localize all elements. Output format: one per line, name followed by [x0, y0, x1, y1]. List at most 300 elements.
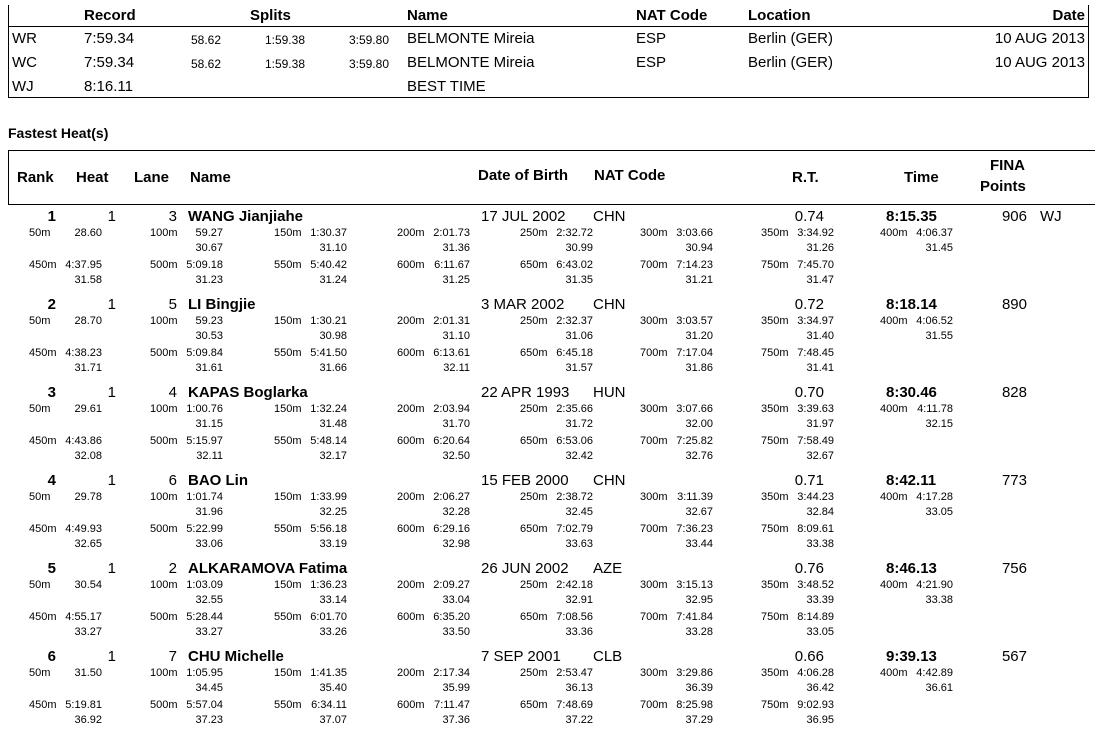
- split-lap: 36.92: [74, 714, 102, 726]
- split-distance: 500m: [150, 259, 178, 271]
- split-cumulative: 5:57.04: [186, 699, 223, 711]
- header-heat: Heat: [76, 169, 109, 186]
- athlete-rt: 0.70: [794, 384, 824, 401]
- split-distance: 200m: [397, 667, 425, 679]
- split-distance: 750m: [761, 699, 789, 711]
- athlete-lane: 7: [168, 648, 177, 665]
- split-cumulative: 4:21.90: [916, 579, 953, 591]
- split-lap: 32.67: [806, 450, 834, 462]
- split-cumulative: 5:19.81: [65, 699, 102, 711]
- split-cumulative: 5:09.18: [186, 259, 223, 271]
- split-lap: 37.29: [685, 714, 713, 726]
- split-lap: 31.86: [685, 362, 713, 374]
- split-lap: 33.04: [442, 594, 470, 606]
- athlete-rt: 0.66: [794, 648, 824, 665]
- split-distance: 450m: [29, 523, 57, 535]
- split-distance: 400m: [880, 227, 908, 239]
- split-cumulative: 7:41.84: [676, 611, 713, 623]
- split-distance: 350m: [761, 403, 789, 415]
- split-distance: 350m: [761, 315, 789, 327]
- split-lap: 35.40: [319, 682, 347, 694]
- split-cumulative: 9:02.93: [797, 699, 834, 711]
- split-distance: 450m: [29, 435, 57, 447]
- split-distance: 100m: [150, 403, 178, 415]
- split-lap: 32.76: [685, 450, 713, 462]
- split-lap: 36.61: [925, 682, 953, 694]
- split-cumulative: 4:55.17: [65, 611, 102, 623]
- split-cumulative: 59.27: [195, 227, 223, 239]
- split-cumulative: 3:34.97: [797, 315, 834, 327]
- split-distance: 550m: [274, 611, 302, 623]
- split-lap: 32.95: [685, 594, 713, 606]
- split-cumulative: 5:40.42: [310, 259, 347, 271]
- split-lap: 31.20: [685, 330, 713, 342]
- record-split-2: 1:59.38: [264, 57, 305, 71]
- split-distance: 250m: [520, 491, 548, 503]
- split-distance: 50m: [29, 491, 51, 503]
- split-lap: 31.41: [806, 362, 834, 374]
- split-cumulative: 3:15.13: [676, 579, 713, 591]
- split-cumulative: 1:41.35: [310, 667, 347, 679]
- split-lap: 31.61: [195, 362, 223, 374]
- split-cumulative: 7:48.45: [797, 347, 834, 359]
- split-lap: 33.19: [319, 538, 347, 550]
- split-distance: 550m: [274, 347, 302, 359]
- athlete-heat: 1: [107, 560, 116, 577]
- split-distance: 100m: [150, 227, 178, 239]
- header-fina: FINA: [990, 157, 1025, 174]
- athlete-lane: 6: [168, 472, 177, 489]
- split-cumulative: 3:39.63: [797, 403, 834, 415]
- split-distance: 200m: [397, 315, 425, 327]
- athlete-heat: 1: [107, 208, 116, 225]
- split-cumulative: 5:41.50: [310, 347, 347, 359]
- split-distance: 50m: [29, 579, 51, 591]
- split-distance: 700m: [640, 523, 668, 535]
- athlete-name: CHU Michelle: [188, 648, 284, 665]
- fastest-heats-title: Fastest Heat(s): [8, 125, 109, 141]
- split-distance: 500m: [150, 699, 178, 711]
- athlete-dob: 17 JUL 2002: [481, 208, 566, 225]
- split-distance: 450m: [29, 259, 57, 271]
- records-header-nat: NAT Code: [636, 7, 708, 24]
- split-lap: 33.14: [319, 594, 347, 606]
- split-cumulative: 8:14.89: [797, 611, 834, 623]
- split-cumulative: 4:42.89: [916, 667, 953, 679]
- split-cumulative: 59.23: [195, 315, 223, 327]
- split-cumulative: 1:01.74: [186, 491, 223, 503]
- split-lap: 31.97: [806, 418, 834, 430]
- header-name: Name: [190, 169, 231, 186]
- split-cumulative: 3:34.92: [797, 227, 834, 239]
- split-distance: 750m: [761, 435, 789, 447]
- split-lap: 32.15: [925, 418, 953, 430]
- split-lap: 32.55: [195, 594, 223, 606]
- records-header-date: Date: [1052, 7, 1085, 24]
- split-lap: 31.57: [565, 362, 593, 374]
- split-distance: 50m: [29, 227, 51, 239]
- split-lap: 32.28: [442, 506, 470, 518]
- record-code: WJ: [12, 78, 34, 95]
- record-time: 8:16.11: [84, 78, 133, 95]
- records-code-divider: [8, 27, 9, 97]
- athlete-time: 8:42.11: [886, 472, 937, 489]
- split-lap: 32.67: [685, 506, 713, 518]
- records-header-record: Record: [84, 7, 136, 24]
- split-lap: 36.13: [565, 682, 593, 694]
- split-cumulative: 2:38.72: [556, 491, 593, 503]
- split-lap: 32.11: [443, 362, 470, 374]
- split-distance: 600m: [397, 259, 425, 271]
- split-cumulative: 1:36.23: [310, 579, 347, 591]
- split-cumulative: 1:00.76: [186, 403, 223, 415]
- split-cumulative: 3:11.39: [677, 491, 713, 503]
- athlete-points: 828: [1001, 384, 1027, 401]
- split-distance: 300m: [640, 227, 668, 239]
- split-lap: 32.00: [685, 418, 713, 430]
- athlete-dob: 7 SEP 2001: [481, 648, 561, 665]
- split-cumulative: 1:30.37: [310, 227, 347, 239]
- split-lap: 31.66: [319, 362, 347, 374]
- split-cumulative: 4:17.28: [916, 491, 953, 503]
- split-distance: 150m: [274, 403, 302, 415]
- split-lap: 33.38: [925, 594, 953, 606]
- split-distance: 150m: [274, 227, 302, 239]
- split-distance: 450m: [29, 699, 57, 711]
- record-nat: ESP: [636, 30, 667, 47]
- record-split-3: 3:59.80: [348, 57, 389, 71]
- split-distance: 300m: [640, 315, 668, 327]
- split-lap: 32.91: [565, 594, 593, 606]
- split-lap: 31.58: [74, 274, 102, 286]
- split-cumulative: 7:45.70: [797, 259, 834, 271]
- split-cumulative: 2:53.47: [556, 667, 593, 679]
- athlete-heat: 1: [107, 296, 116, 313]
- split-lap: 32.25: [319, 506, 347, 518]
- athlete-dob: 22 APR 1993: [481, 384, 570, 401]
- split-cumulative: 1:32.24: [310, 403, 347, 415]
- split-distance: 400m: [880, 579, 908, 591]
- split-cumulative: 6:29.16: [433, 523, 470, 535]
- header-nat: NAT Code: [594, 167, 666, 184]
- split-lap: 32.98: [442, 538, 470, 550]
- split-cumulative: 1:30.21: [310, 315, 347, 327]
- athlete-name: ALKARAMOVA Fatima: [188, 560, 348, 577]
- split-lap: 37.23: [195, 714, 223, 726]
- record-split-1: 58.62: [190, 33, 221, 47]
- header-time: Time: [904, 169, 939, 186]
- athlete-rank: 5: [47, 560, 56, 577]
- athlete-lane: 5: [168, 296, 177, 313]
- split-lap: 31.26: [806, 242, 834, 254]
- record-date: 10 AUG 2013: [994, 54, 1085, 71]
- record-name: BEST TIME: [407, 78, 486, 95]
- split-distance: 100m: [150, 667, 178, 679]
- athlete-rank: 4: [47, 472, 56, 489]
- athlete-rank: 1: [47, 208, 56, 225]
- split-lap: 31.36: [442, 242, 470, 254]
- split-lap: 31.25: [442, 274, 470, 286]
- athlete-points: 890: [1001, 296, 1027, 313]
- record-split-1: 58.62: [190, 57, 221, 71]
- split-cumulative: 7:14.23: [676, 259, 713, 271]
- split-lap: 30.94: [685, 242, 713, 254]
- athlete-lane: 3: [168, 208, 177, 225]
- split-cumulative: 4:06.28: [797, 667, 834, 679]
- split-cumulative: 7:36.23: [676, 523, 713, 535]
- athlete-nat: CHN: [593, 296, 626, 313]
- split-cumulative: 7:02.79: [556, 523, 593, 535]
- split-lap: 32.84: [806, 506, 834, 518]
- split-lap: 31.47: [806, 274, 834, 286]
- split-lap: 33.36: [565, 626, 593, 638]
- athlete-name: WANG Jianjiahe: [188, 208, 304, 225]
- split-lap: 32.17: [319, 450, 347, 462]
- record-time: 7:59.34: [84, 30, 135, 47]
- split-distance: 150m: [274, 491, 302, 503]
- split-cumulative: 28.70: [74, 315, 102, 327]
- split-cumulative: 6:43.02: [556, 259, 593, 271]
- split-lap: 33.50: [442, 626, 470, 638]
- split-lap: 31.72: [565, 418, 593, 430]
- record-nat: ESP: [636, 54, 667, 71]
- split-distance: 200m: [397, 491, 425, 503]
- split-distance: 350m: [761, 491, 789, 503]
- split-cumulative: 31.50: [74, 667, 102, 679]
- split-distance: 600m: [397, 699, 425, 711]
- split-lap: 33.28: [685, 626, 713, 638]
- athlete-rt: 0.74: [794, 208, 824, 225]
- athlete-lane: 2: [168, 560, 177, 577]
- athlete-nat: CHN: [593, 208, 626, 225]
- split-cumulative: 5:09.84: [186, 347, 223, 359]
- athlete-name: KAPAS Boglarka: [188, 384, 308, 401]
- split-lap: 31.21: [685, 274, 713, 286]
- athlete-rank: 6: [47, 648, 56, 665]
- athlete-nat: HUN: [593, 384, 626, 401]
- split-distance: 50m: [29, 667, 51, 679]
- split-distance: 400m: [880, 403, 908, 415]
- split-distance: 300m: [640, 667, 668, 679]
- split-distance: 550m: [274, 523, 302, 535]
- split-lap: 33.39: [806, 594, 834, 606]
- split-cumulative: 30.54: [74, 579, 102, 591]
- split-cumulative: 6:01.70: [310, 611, 347, 623]
- split-lap: 31.10: [442, 330, 470, 342]
- split-lap: 30.67: [195, 242, 223, 254]
- split-cumulative: 2:32.72: [556, 227, 593, 239]
- split-distance: 700m: [640, 699, 668, 711]
- split-distance: 650m: [520, 347, 548, 359]
- athlete-heat: 1: [107, 648, 116, 665]
- record-date: 10 AUG 2013: [994, 30, 1085, 47]
- split-distance: 150m: [274, 315, 302, 327]
- split-cumulative: 3:48.52: [797, 579, 834, 591]
- split-lap: 31.24: [319, 274, 347, 286]
- athlete-nat: AZE: [593, 560, 623, 577]
- split-cumulative: 6:35.20: [433, 611, 470, 623]
- split-distance: 300m: [640, 579, 668, 591]
- split-cumulative: 1:33.99: [310, 491, 347, 503]
- split-cumulative: 5:15.97: [186, 435, 223, 447]
- athlete-rank: 2: [47, 296, 56, 313]
- athlete-name: LI Bingjie: [188, 296, 256, 313]
- split-distance: 50m: [29, 403, 51, 415]
- record-time: 7:59.34: [84, 54, 135, 71]
- split-lap: 35.99: [442, 682, 470, 694]
- split-distance: 650m: [520, 523, 548, 535]
- split-distance: 450m: [29, 611, 57, 623]
- split-distance: 250m: [520, 667, 548, 679]
- header-points: Points: [980, 178, 1026, 195]
- split-cumulative: 28.60: [74, 227, 102, 239]
- athlete-nat: CLB: [593, 648, 623, 665]
- split-lap: 31.35: [565, 274, 593, 286]
- split-cumulative: 7:08.56: [556, 611, 593, 623]
- split-distance: 600m: [397, 347, 425, 359]
- split-distance: 400m: [880, 491, 908, 503]
- split-cumulative: 4:37.95: [65, 259, 102, 271]
- athlete-rank: 3: [47, 384, 56, 401]
- split-distance: 700m: [640, 435, 668, 447]
- split-distance: 500m: [150, 347, 178, 359]
- split-lap: 36.42: [806, 682, 834, 694]
- record-code: WC: [12, 54, 37, 71]
- split-lap: 33.63: [565, 538, 593, 550]
- header-lane: Lane: [134, 169, 170, 186]
- split-distance: 750m: [761, 259, 789, 271]
- split-distance: 150m: [274, 579, 302, 591]
- split-lap: 31.96: [195, 506, 223, 518]
- split-cumulative: 4:49.93: [65, 523, 102, 535]
- athlete-time: 9:39.13: [886, 648, 937, 665]
- split-lap: 33.27: [195, 626, 223, 638]
- athlete-dob: 26 JUN 2002: [481, 560, 569, 577]
- split-distance: 450m: [29, 347, 57, 359]
- split-distance: 300m: [640, 491, 668, 503]
- split-cumulative: 6:53.06: [556, 435, 593, 447]
- split-distance: 550m: [274, 259, 302, 271]
- split-distance: 400m: [880, 667, 908, 679]
- split-lap: 33.05: [806, 626, 834, 638]
- split-cumulative: 3:03.66: [676, 227, 713, 239]
- split-lap: 31.45: [925, 242, 953, 254]
- split-cumulative: 3:07.66: [676, 403, 713, 415]
- split-distance: 350m: [761, 227, 789, 239]
- split-distance: 700m: [640, 347, 668, 359]
- split-cumulative: 2:03.94: [433, 403, 470, 415]
- records-header-name: Name: [407, 7, 448, 24]
- athlete-lane: 4: [168, 384, 177, 401]
- split-distance: 600m: [397, 611, 425, 623]
- record-location: Berlin (GER): [748, 54, 834, 71]
- split-cumulative: 6:11.67: [434, 259, 470, 271]
- athlete-dob: 3 MAR 2002: [481, 296, 565, 313]
- athlete-nat: CHN: [593, 472, 626, 489]
- split-lap: 33.05: [925, 506, 953, 518]
- split-cumulative: 6:34.11: [311, 699, 347, 711]
- athlete-heat: 1: [107, 472, 116, 489]
- split-lap: 37.36: [442, 714, 470, 726]
- split-cumulative: 6:13.61: [433, 347, 470, 359]
- athlete-rt: 0.71: [794, 472, 824, 489]
- split-cumulative: 2:01.73: [433, 227, 470, 239]
- split-cumulative: 5:48.14: [310, 435, 347, 447]
- split-lap: 32.65: [74, 538, 102, 550]
- split-cumulative: 3:29.86: [676, 667, 713, 679]
- split-lap: 31.70: [442, 418, 470, 430]
- split-lap: 30.53: [195, 330, 223, 342]
- split-distance: 500m: [150, 611, 178, 623]
- split-cumulative: 7:25.82: [676, 435, 713, 447]
- split-cumulative: 29.78: [74, 491, 102, 503]
- split-lap: 31.15: [195, 418, 223, 430]
- athlete-points: 567: [1001, 648, 1027, 665]
- split-distance: 550m: [274, 435, 302, 447]
- split-cumulative: 2:01.31: [433, 315, 470, 327]
- split-lap: 33.38: [806, 538, 834, 550]
- split-lap: 31.40: [806, 330, 834, 342]
- split-lap: 36.39: [685, 682, 713, 694]
- split-cumulative: 2:32.37: [556, 315, 593, 327]
- split-distance: 100m: [150, 579, 178, 591]
- split-distance: 50m: [29, 315, 51, 327]
- split-lap: 31.10: [319, 242, 347, 254]
- split-lap: 33.26: [319, 626, 347, 638]
- split-lap: 31.06: [565, 330, 593, 342]
- split-cumulative: 7:58.49: [797, 435, 834, 447]
- split-cumulative: 7:11.47: [434, 699, 470, 711]
- split-distance: 250m: [520, 579, 548, 591]
- athlete-points: 773: [1001, 472, 1027, 489]
- split-lap: 31.71: [74, 362, 102, 374]
- record-split-3: 3:59.80: [348, 33, 389, 47]
- split-distance: 650m: [520, 611, 548, 623]
- split-lap: 31.23: [195, 274, 223, 286]
- split-lap: 33.06: [195, 538, 223, 550]
- split-cumulative: 2:06.27: [433, 491, 470, 503]
- split-cumulative: 3:44.23: [797, 491, 834, 503]
- split-distance: 200m: [397, 403, 425, 415]
- athlete-heat: 1: [107, 384, 116, 401]
- split-distance: 400m: [880, 315, 908, 327]
- split-distance: 650m: [520, 699, 548, 711]
- split-distance: 750m: [761, 611, 789, 623]
- split-cumulative: 7:17.04: [676, 347, 713, 359]
- split-lap: 32.42: [565, 450, 593, 462]
- split-cumulative: 3:03.57: [676, 315, 713, 327]
- split-distance: 150m: [274, 667, 302, 679]
- split-cumulative: 2:09.27: [433, 579, 470, 591]
- split-cumulative: 4:06.37: [916, 227, 953, 239]
- split-lap: 32.50: [442, 450, 470, 462]
- athlete-time: 8:46.13: [886, 560, 937, 577]
- athlete-time: 8:15.35: [886, 208, 937, 225]
- split-distance: 100m: [150, 315, 178, 327]
- athlete-time: 8:18.14: [886, 296, 937, 313]
- split-distance: 350m: [761, 579, 789, 591]
- split-cumulative: 2:35.66: [556, 403, 593, 415]
- athlete-name: BAO Lin: [188, 472, 248, 489]
- split-distance: 700m: [640, 259, 668, 271]
- athlete-record: WJ: [1040, 208, 1062, 225]
- split-lap: 32.45: [565, 506, 593, 518]
- header-rank: Rank: [17, 169, 54, 186]
- split-distance: 600m: [397, 523, 425, 535]
- split-lap: 31.55: [925, 330, 953, 342]
- split-cumulative: 8:25.98: [676, 699, 713, 711]
- split-lap: 37.22: [565, 714, 593, 726]
